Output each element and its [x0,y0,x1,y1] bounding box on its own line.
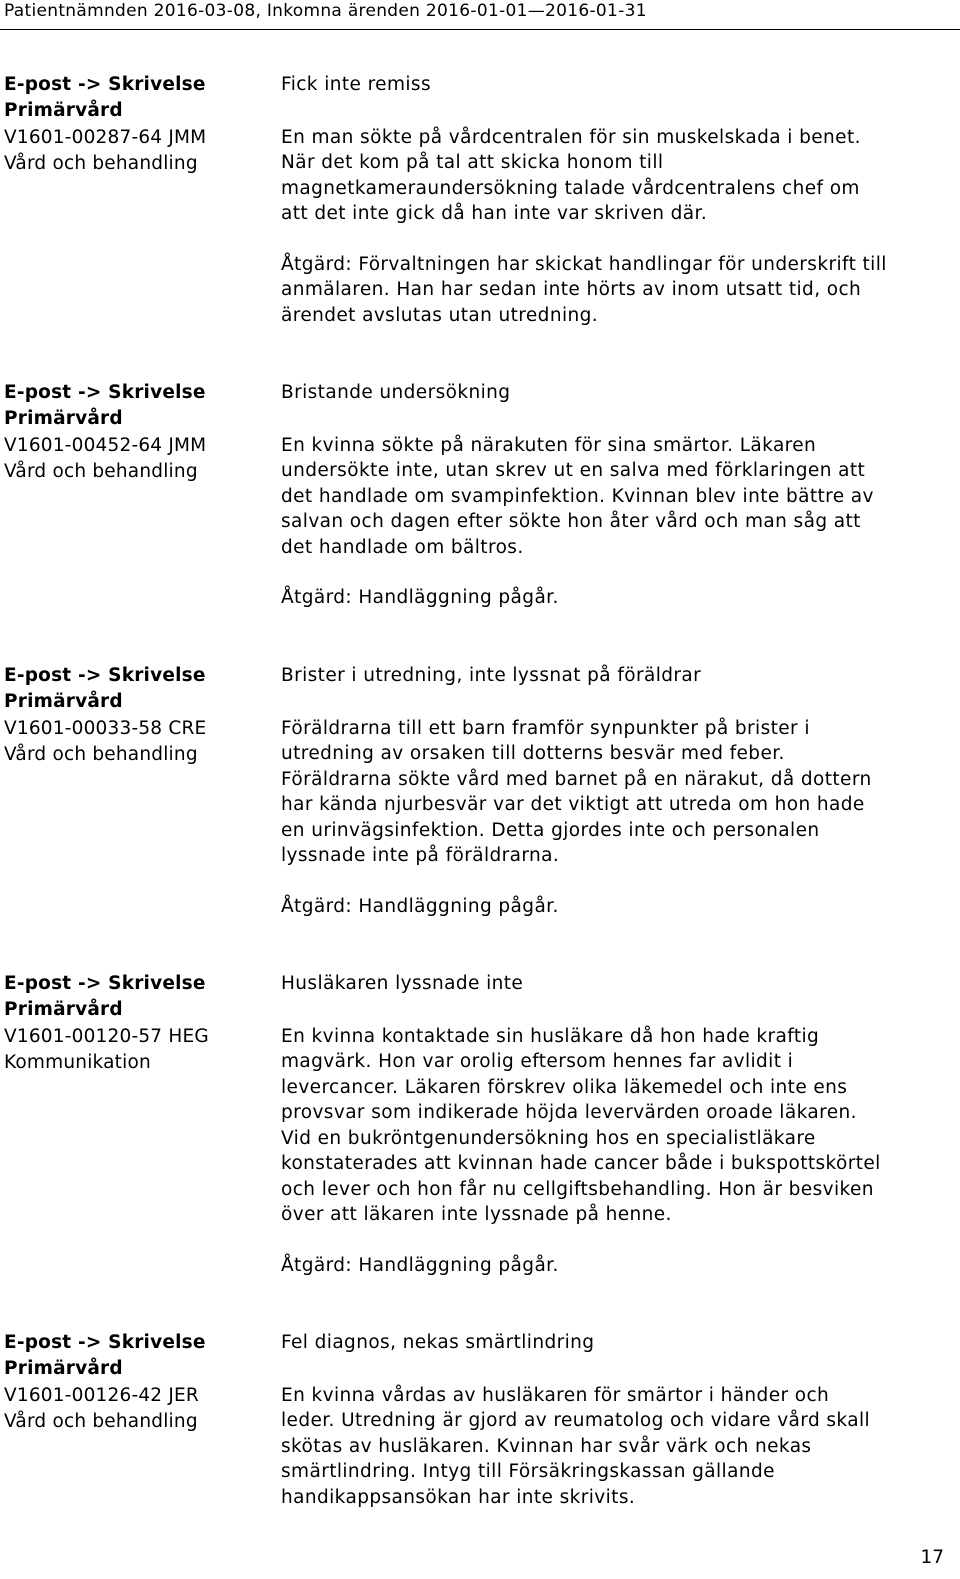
action-line: Åtgärd: Handläggning pågår. [281,895,559,917]
case-meta [4,663,264,767]
case-body [281,971,951,1278]
case-channel: E-post -> Skrivelse [4,665,206,686]
case-meta [4,971,264,1075]
description-line: En kvinna sökte på närakuten för sina smärtor. Läkaren [281,434,817,456]
description-line: har kända njurbesvär var det viktigt att utreda om hon hade [281,794,865,815]
case-body [281,72,951,328]
description-line: att det inte gick då han inte var skriven där. [281,203,708,224]
case-channel: E-post -> Skrivelse [4,1332,206,1353]
case-description [281,1024,951,1228]
action-line: ärendet avslutas utan utredning. [281,304,599,326]
case-category: Vård och behandling [4,152,198,174]
description-line: lyssnade inte på föräldrarna. [281,845,560,866]
action-line: Åtgärd: Handläggning pågår. [281,1254,559,1276]
page-number: 17 [920,1547,944,1568]
case-category: Vård och behandling [4,1410,198,1432]
case-description [281,716,951,869]
case-meta [4,72,264,176]
description-line: provsvar som indikerade höjda levervärden oroade läkaren. [281,1102,857,1123]
case-body [281,1330,951,1510]
description-line: konstaterades att kvinnan hade cancer både i bukspottskörtel [281,1153,881,1174]
case-channel: E-post -> Skrivelse [4,973,206,994]
description-line: det handlade om bältros. [281,536,524,558]
description-line: skötas av husläkaren. Kvinnan har svår värk och nekas [281,1435,812,1457]
case-action [281,894,951,920]
case-description [281,433,951,561]
description-line: magnetkameraundersökning talade vårdcentralens chef om [281,177,860,199]
case-id: V1601-00120-57 HEG [4,1026,209,1047]
case-category: Vård och behandling [4,460,198,482]
case-id: V1601-00126-42 JER [4,1385,199,1406]
description-line: över att läkaren inte lyssnade på henne. [281,1204,672,1225]
case-id: V1601-00452-64 JMM [4,435,207,456]
description-line: en urinvägsinfektion. Detta gjordes inte och personalen [281,819,820,841]
description-line: Föräldrarna sökte vård med barnet på en närakut, då dottern [281,768,872,790]
header-divider [0,29,960,30]
description-line: och lever och hon får nu cellgiftsbehandling. Hon är besviken [281,1178,874,1200]
case-body [281,663,951,919]
case-sector: Primärvård [4,998,123,1020]
case-action [281,1253,951,1279]
case-sector: Primärvård [4,407,123,429]
description-line: En man sökte på vårdcentralen för sin muskelskada i benet. [281,126,861,148]
case-title: Fick inte remiss [281,74,432,95]
running-header: Patientnämnden 2016-03-08, Inkomna ärenden 2016-01-01—2016-01-31 [4,1,647,21]
description-line: En kvinna kontaktade sin husläkare då hon hade kraftig [281,1025,820,1047]
case-action [281,585,951,611]
case-id: V1601-00287-64 JMM [4,127,207,148]
case-body [281,380,951,611]
case-id: V1601-00033-58 CRE [4,718,207,739]
case-action [281,252,951,329]
case-sector: Primärvård [4,1357,123,1379]
description-line: När det kom på tal att skicka honom till [281,152,664,173]
description-line: undersökte inte, utan skrev ut en salva med förklaringen att [281,460,866,481]
description-line: magvärk. Hon var orolig eftersom hennes far avlidit i [281,1051,794,1072]
case-title: Bristande undersökning [281,382,511,403]
case-category: Vård och behandling [4,743,198,765]
case-meta [4,380,264,484]
case-channel: E-post -> Skrivelse [4,74,206,95]
case-sector: Primärvård [4,690,123,712]
case-description [281,1383,951,1511]
action-line: anmälaren. Han har sedan inte hörts av inom utsatt tid, och [281,279,862,300]
case-description [281,125,951,227]
case-category: Kommunikation [4,1051,151,1073]
description-line: handikappsansökan har inte skrivits. [281,1486,636,1508]
case-channel: E-post -> Skrivelse [4,382,206,403]
description-line: Föräldrarna till ett barn framför synpunkter på brister i [281,717,810,739]
description-line: levercancer. Läkaren förskrev olika läkemedel och inte ens [281,1076,848,1098]
description-line: utredning av orsaken till dotterns besvär med feber. [281,743,785,764]
case-meta [4,1330,264,1434]
description-line: En kvinna vårdas av husläkaren för smärtor i händer och [281,1384,830,1406]
action-line: Åtgärd: Förvaltningen har skickat handlingar för underskrift till [281,253,887,275]
description-line: Vid en bukröntgenundersökning hos en specialistläkare [281,1127,816,1149]
description-line: salvan och dagen efter sökte hon åter vård och man såg att [281,511,861,532]
case-title: Fel diagnos, nekas smärtlindring [281,1332,595,1353]
case-title: Brister i utredning, inte lyssnat på föräldrar [281,665,702,686]
case-sector: Primärvård [4,99,123,121]
case-title: Husläkaren lyssnade inte [281,973,524,994]
description-line: leder. Utredning är gjord av reumatolog och vidare vård skall [281,1410,871,1431]
action-line: Åtgärd: Handläggning pågår. [281,587,559,608]
description-line: smärtlindring. Intyg till Försäkringskassan gällande [281,1461,775,1482]
description-line: det handlade om svampinfektion. Kvinnan blev inte bättre av [281,485,874,507]
